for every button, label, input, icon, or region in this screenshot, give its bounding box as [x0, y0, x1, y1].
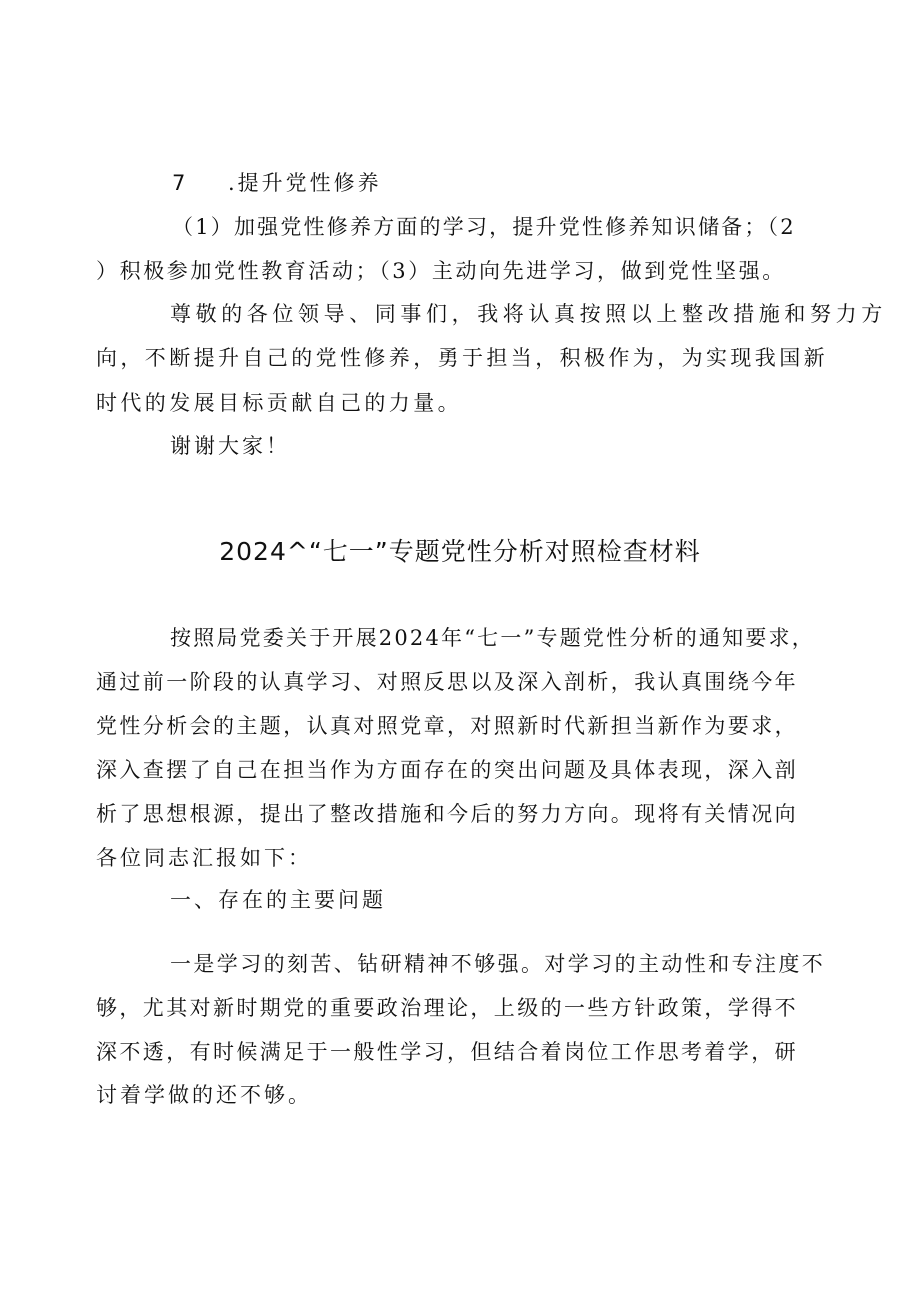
closing-paragraph-line: 向，不断提升自己的党性修养，勇于担当，积极作为，为实现我国新 — [96, 346, 828, 370]
section-item-line: ）积极参加党性教育活动；（3）主动向先进学习，做到党性坚强。 — [96, 259, 786, 283]
problem-line: 够，尤其对新时期党的重要政治理论，上级的一些方针政策，学得不 — [96, 996, 798, 1020]
intro-line: 深入查摆了自己在担当作为方面存在的突出问题及具体表现，深入剖 — [96, 758, 798, 782]
section-heading: .提升党性修养 — [228, 171, 382, 195]
document-title: 2024^“七一”专题党性分析对照检查材料 — [219, 537, 701, 566]
intro-line: 党性分析会的主题，认真对照党章，对照新时代新担当新作为要求， — [96, 714, 798, 738]
intro-line: 析了思想根源，提出了整改措施和今后的努力方向。现将有关情况向 — [96, 802, 798, 826]
problem-line: 深不透，有时候满足于一般性学习，但结合着岗位工作思考着学，研 — [96, 1040, 798, 1064]
problem-line: 一是学习的刻苦、钻研精神不够强。对学习的主动性和专注度不 — [170, 952, 826, 976]
intro-line: 各位同志汇报如下： — [96, 846, 312, 870]
closing-paragraph-line: 时代的发展目标贡献自己的力量。 — [96, 391, 462, 415]
thanks-text: 谢谢大家！ — [170, 434, 290, 458]
section-item-line: （1）加强党性修养方面的学习，提升党性修养知识储备；（2 — [172, 215, 796, 239]
intro-line: 通过前一阶段的认真学习、对照反思以及深入剖析，我认真围绕今年 — [96, 670, 798, 694]
intro-line: 按照局党委关于开展2024年“七一”专题党性分析的通知要求， — [170, 626, 815, 650]
problem-line: 讨着学做的还不够。 — [96, 1083, 312, 1107]
section-one-heading: 一、存在的主要问题 — [170, 888, 386, 912]
section-number: 7 — [172, 171, 186, 195]
closing-paragraph-line: 尊敬的各位领导、同事们，我将认真按照以上整改措施和努力方 — [170, 302, 887, 326]
